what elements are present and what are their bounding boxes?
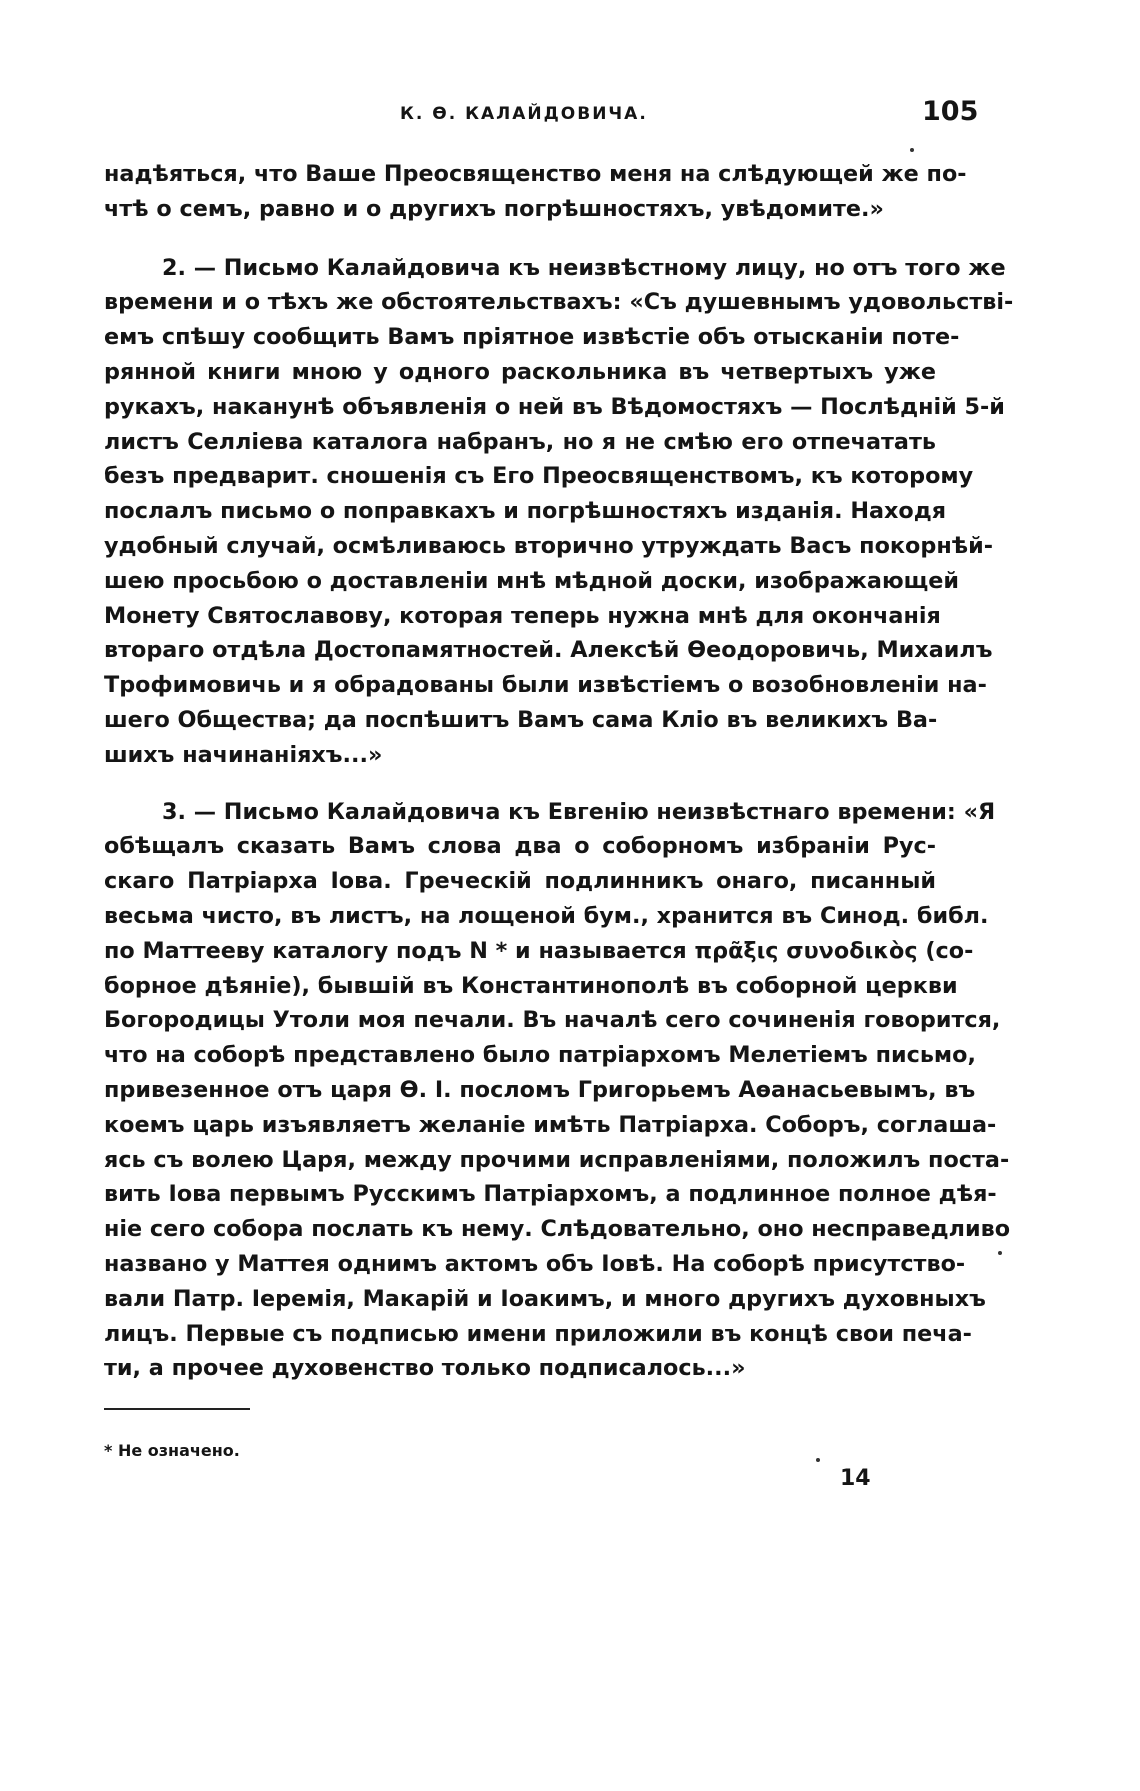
text-line: привезенное отъ царя Ѳ. I. посломъ Григорьемъ Аѳанасьевымъ, въ [104, 1076, 976, 1103]
text-line: Монету Святославову, которая теперь нужна мнѣ для окончанiя [104, 602, 941, 629]
text-line: емъ спѣшу сообщить Вамъ прiятное извѣстiе объ отысканiи поте- [104, 324, 960, 351]
text-line: надѣяться, что Ваше Преосвященство меня на слѣдующей же по- [104, 161, 967, 187]
text-line: 3. — Письмо Калайдовича къ Евгенiю неизвѣстнаго времени: «Я [162, 798, 996, 825]
text-line: ти, а прочее духовенство только подписалось...» [104, 1355, 746, 1382]
footnote-rule [104, 1408, 250, 1410]
signature-mark: 14 [840, 1466, 871, 1491]
text-line: шею просьбою о доставленiи мнѣ мѣдной доски, изображающей [104, 567, 960, 594]
text-line: вали Патр. Iеремiя, Макарiй и Iоакимъ, и много другихъ духовныхъ [104, 1285, 986, 1312]
page-number: 105 [922, 96, 979, 127]
running-title: К. Ѳ. КАЛАЙДОВИЧА. [400, 104, 648, 124]
text-line: Трофимовичь и я обрадованы были извѣстiемъ о возобновленiи на- [104, 672, 987, 699]
text-line: 2. — Письмо Калайдовича къ неизвѣстному лицу, но отъ того же [162, 254, 1006, 281]
text-line: втораго отдѣла Достопамятностей. Алексѣй Ѳеодоровичь, Михаилъ [104, 637, 993, 664]
text-line: безъ предварит. сношенiя съ Его Преосвященствомъ, къ которому [104, 463, 974, 490]
paragraph-2 [104, 251, 1014, 773]
print-speck [910, 148, 914, 152]
text-line: послалъ письмо о поправкахъ и погрѣшностяхъ изданiя. Находя [104, 498, 947, 525]
paragraph-3 [104, 795, 1011, 1387]
text-line: шихъ начинанiяхъ...» [104, 741, 383, 768]
text-line: скаго Патрiарха Iова. Греческiй подлинникъ онаго, писанный [104, 868, 936, 895]
print-speck [998, 1251, 1002, 1255]
text-line: борное дѣянiе), бывшiй въ Константинополѣ въ соборной церкви [104, 972, 958, 999]
text-line: весьма чисто, въ листъ, на лощеной бум., хранится въ Синод. библ. [104, 902, 989, 929]
text-line: обѣщалъ сказать Вамъ слова два о соборномъ избранiи Рус- [104, 833, 936, 860]
text-line: времени и о тѣхъ же обстоятельствахъ: «Съ душевнымъ удовольствi- [104, 289, 1014, 316]
paragraph-1 [104, 157, 967, 227]
text-line: по Маттееву каталогу подъ N * и называется πρᾶξις συνοδικὸς (со- [104, 937, 974, 964]
text-line: листъ Селлiева каталога набранъ, но я не смѣю его отпечатать [104, 428, 936, 455]
print-speck [816, 1458, 820, 1462]
text-line: лицъ. Первые съ подписью имени приложили въ концѣ свои печа- [104, 1320, 972, 1347]
running-head [0, 96, 1140, 136]
text-line: что на соборѣ представлено было патрiархомъ Мелетiемъ письмо, [104, 1042, 976, 1069]
text-line: вить Iова первымъ Русскимъ Патрiархомъ, а подлинное полное дѣя- [104, 1181, 997, 1208]
text-line: нiе сего собора послать къ нему. Слѣдовательно, оно несправедливо [104, 1216, 1011, 1243]
text-line: рянной книги мною у одного раскольника въ четвертыхъ уже [104, 358, 936, 385]
text-line: ясь съ волею Царя, между прочими исправленiями, положилъ поста- [104, 1146, 1010, 1173]
text-line: коемъ царь изъявляетъ желанiе имѣть Патрiарха. Соборъ, соглаша- [104, 1111, 997, 1138]
text-line: удобный случай, осмѣливаюсь вторично утруждать Васъ покорнѣй- [104, 532, 994, 559]
text-line: рукахъ, наканунѣ объявленiя о ней въ Вѣдомостяхъ — Послѣднiй 5-й [104, 393, 1005, 420]
body-text [104, 157, 1014, 1386]
text-line: названо у Маттея однимъ актомъ объ Iовѣ. На соборѣ присутство- [104, 1250, 966, 1277]
text-line: чтѣ о семъ, равно и о другихъ погрѣшностяхъ, увѣдомите.» [104, 195, 884, 222]
text-line: шего Общества; да поспѣшитъ Вамъ сама Клiо въ великихъ Ва- [104, 706, 938, 733]
footnote: * Не означено. [104, 1441, 240, 1460]
text-line: Богородицы Утоли моя печали. Въ началѣ сего сочиненiя говорится, [104, 1007, 1001, 1034]
